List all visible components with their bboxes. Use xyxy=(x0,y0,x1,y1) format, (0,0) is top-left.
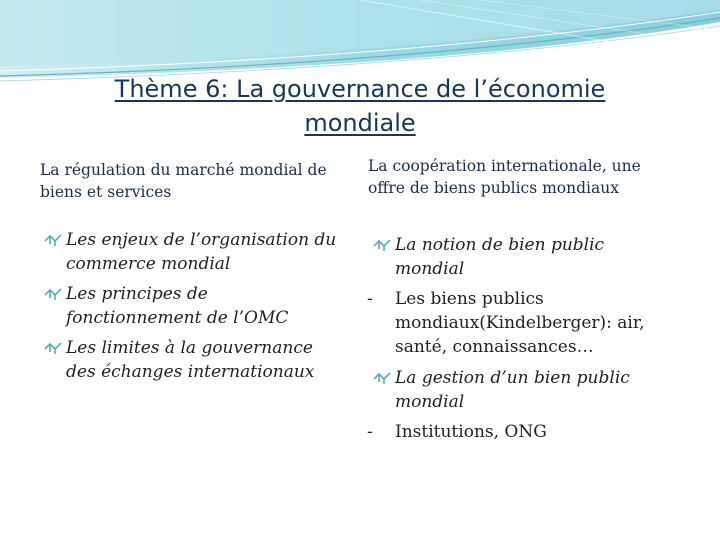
list-item xyxy=(44,336,340,384)
list-item xyxy=(367,287,678,359)
right-column-heading: La coopération internationale, une offre de biens publics mondiaux xyxy=(368,157,641,197)
page-title: Thème 6: La gouvernance de l’économie mondiale xyxy=(114,75,606,137)
left-bullet-list xyxy=(44,228,340,390)
dash-marker: - xyxy=(367,289,373,309)
list-item-text: La gestion d’un bien public mondial xyxy=(395,368,630,412)
list-item-text: Les principes de fonctionnement de l’OMC xyxy=(66,284,289,328)
dash-marker: - xyxy=(367,422,373,442)
list-item-text: Les limites à la gouvernance des échanges internationaux xyxy=(66,338,315,382)
ribbon-bullet-icon xyxy=(373,370,391,386)
list-item xyxy=(373,233,678,281)
right-bullet-list xyxy=(367,233,678,451)
list-item-text: La notion de bien public mondial xyxy=(395,235,605,279)
list-item xyxy=(44,282,340,330)
list-item-text: Les biens publics mondiaux(Kindelberger): air, santé, connaissances… xyxy=(395,289,645,357)
ribbon-bullet-icon xyxy=(44,286,62,302)
ribbon-bullet-icon xyxy=(44,232,62,248)
list-item-text: Les enjeux de l’organisation du commerce mondial xyxy=(66,230,337,274)
list-item-text: Institutions, ONG xyxy=(395,422,547,442)
list-item xyxy=(367,420,678,444)
left-column-heading: La régulation du marché mondial de biens et services xyxy=(40,161,327,201)
list-item xyxy=(373,366,678,414)
ribbon-bullet-icon xyxy=(44,340,62,356)
list-item xyxy=(44,228,340,276)
ribbon-bullet-icon xyxy=(373,237,391,253)
